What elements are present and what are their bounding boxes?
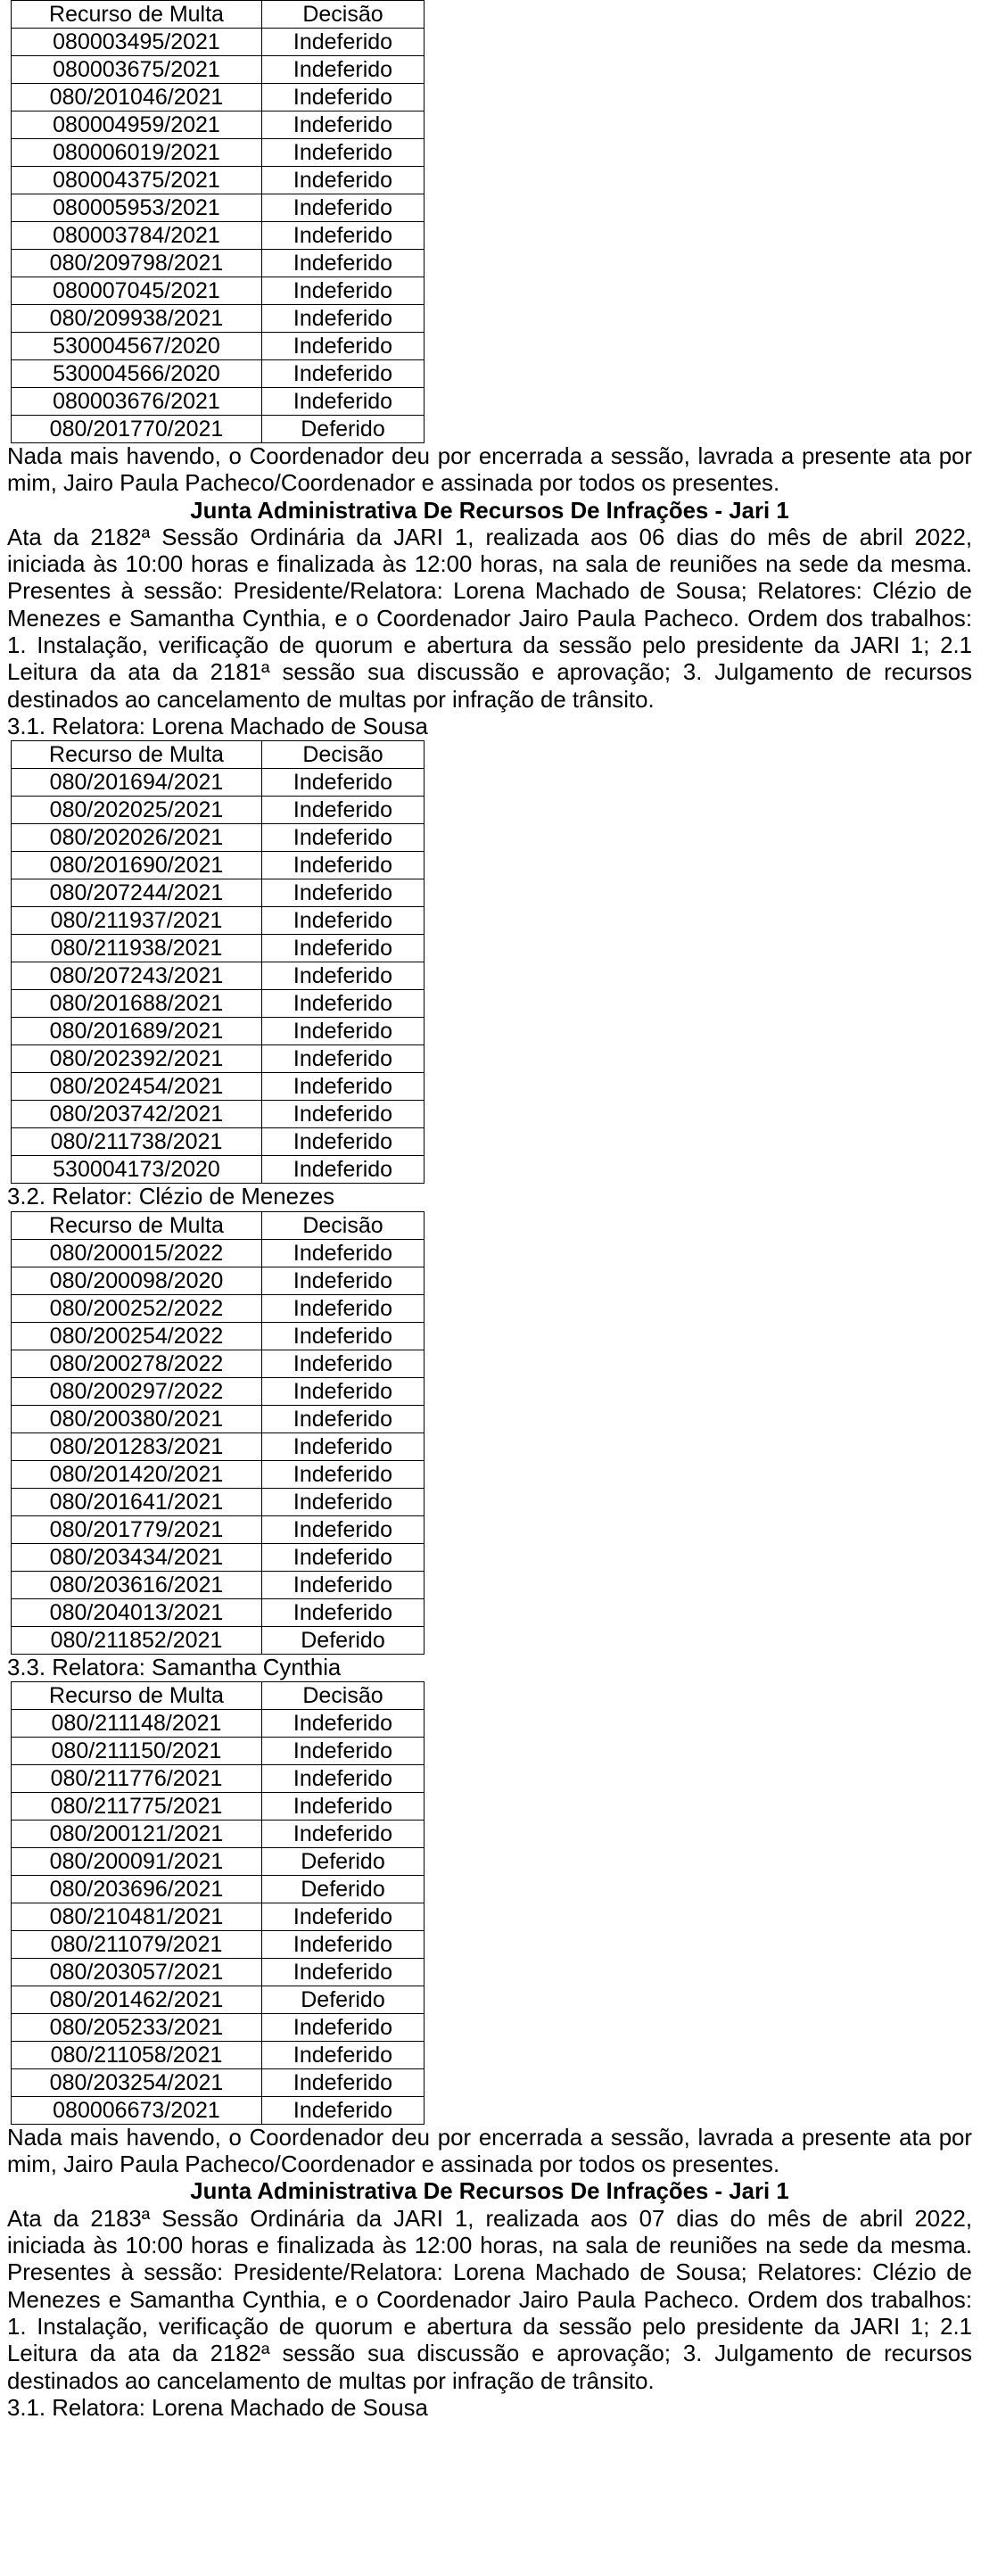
decisao-cell: Indeferido (262, 852, 425, 879)
table-row (12, 194, 425, 222)
decisao-cell: Indeferido (262, 1350, 425, 1377)
recurso-cell: 080/203254/2021 (12, 2068, 262, 2096)
decisao-cell: Indeferido (262, 962, 425, 990)
recurso-cell: 080/200091/2021 (12, 1847, 262, 1875)
recurso-cell: 080/205233/2021 (12, 2013, 262, 2041)
recurso-cell: 080/200121/2021 (12, 1820, 262, 1847)
decisao-cell: Indeferido (262, 2068, 425, 2096)
table-row (12, 1267, 425, 1294)
table-row (12, 1128, 425, 1156)
recurso-cell: Recurso de Multa (12, 1681, 262, 1709)
table-row (12, 222, 425, 250)
table-row (12, 769, 425, 797)
recurso-cell: 080/207243/2021 (12, 962, 262, 990)
decisao-cell: Indeferido (262, 360, 425, 388)
decisao-cell: Indeferido (262, 194, 425, 222)
decision-table-2 (11, 740, 425, 1184)
recurso-cell: Recurso de Multa (12, 741, 262, 769)
decisao-cell: Indeferido (262, 167, 425, 194)
table-row (12, 1239, 425, 1267)
decisao-cell: Indeferido (262, 250, 425, 277)
recurso-cell: 530004567/2020 (12, 333, 262, 360)
table-row (12, 388, 425, 416)
table-row (12, 990, 425, 1018)
recurso-cell: Recurso de Multa (12, 1, 262, 29)
table-row (12, 1903, 425, 1930)
table-row (12, 1986, 425, 2013)
recurso-cell: 080003676/2021 (12, 388, 262, 416)
recurso-cell: 080/200297/2022 (12, 1377, 262, 1405)
table-row (12, 1792, 425, 1820)
decisao-cell: Indeferido (262, 907, 425, 935)
table-row (12, 2041, 425, 2068)
closing-paragraph-1: Nada mais havendo, o Coordenador deu por encerrada a sessão, lavrada a presente ata por mim, Jairo Paula Pacheco/Coordenador e assinada por todos os presentes. (7, 444, 972, 497)
recurso-cell: 080006019/2021 (12, 139, 262, 167)
table-row (12, 1488, 425, 1515)
session-paragraph-1: Ata da 2182ª Sessão Ordinária da JARI 1, realizada aos 06 dias do mês de abril 2022, iniciada às 10:00 horas e finalizada às 12:00 horas, na sala de reuniões na sede da mesma. Presentes à sessão: Presidente/Relatora: Lorena Machado de Sousa; Relatores: Clézio de Menezes e Samantha Cynthia, e o Coordenador Jairo Paula Pacheco. Ordem dos trabalhos: 1. Instalação, verificação de quorum e abertura da sessão pelo presidente da JARI 1; 2.1 Leitura da ata da 2181ª sessão sua discussão e aprovação; 3. Julgamento de recursos destinados ao cancelamento de multas por infração de trânsito. (7, 524, 972, 713)
recurso-cell: 080/201641/2021 (12, 1488, 262, 1515)
table-row (12, 1322, 425, 1350)
decisao-cell: Indeferido (262, 1432, 425, 1460)
decisao-cell: Indeferido (262, 84, 425, 111)
recurso-cell: 080/202025/2021 (12, 797, 262, 824)
decisao-cell: Indeferido (262, 56, 425, 84)
decisao-cell: Indeferido (262, 1571, 425, 1598)
recurso-cell: 080/211148/2021 (12, 1709, 262, 1737)
recurso-cell: 080/202392/2021 (12, 1045, 262, 1073)
recurso-cell: 080/211937/2021 (12, 907, 262, 935)
table-row (12, 1737, 425, 1764)
decisao-cell: Indeferido (262, 1764, 425, 1792)
recurso-cell: Recurso de Multa (12, 1211, 262, 1239)
decisao-cell: Indeferido (262, 1515, 425, 1543)
recurso-cell: 080/200252/2022 (12, 1294, 262, 1322)
section-heading-1: Junta Administrativa De Recursos De Infrações - Jari 1 (190, 498, 789, 524)
decisao-cell: Indeferido (262, 2096, 425, 2124)
recurso-cell: 080/203434/2021 (12, 1543, 262, 1571)
recurso-cell: 080003495/2021 (12, 29, 262, 56)
recurso-cell: 080/200015/2022 (12, 1239, 262, 1267)
recurso-cell: 080/200278/2022 (12, 1350, 262, 1377)
decisao-cell: Indeferido (262, 333, 425, 360)
decisao-cell: Indeferido (262, 935, 425, 962)
table-header-row (12, 1211, 425, 1239)
decisao-cell: Indeferido (262, 1294, 425, 1322)
recurso-cell: 080003784/2021 (12, 222, 262, 250)
table-row (12, 2068, 425, 2096)
table-row (12, 1377, 425, 1405)
decisao-cell: Decisão (262, 741, 425, 769)
recurso-cell: 080003675/2021 (12, 56, 262, 84)
table-row (12, 1571, 425, 1598)
table-row (12, 1820, 425, 1847)
decisao-cell: Indeferido (262, 1045, 425, 1073)
decision-table-3 (11, 1211, 425, 1655)
table-row (12, 305, 425, 333)
subheading-relator-clezio: 3.2. Relator: Clézio de Menezes (7, 1185, 335, 1210)
session-paragraph-2: Ata da 2183ª Sessão Ordinária da JARI 1, realizada aos 07 dias do mês de abril 2022, iniciada às 10:00 horas e finalizada às 12:00 horas, na sala de reuniões na sede da mesma. Presentes à sessão: Presidente/Relatora: Lorena Machado de Sousa; Relatores: Clézio de Menezes e Samantha Cynthia, e o Coordenador Jairo Paula Pacheco. Ordem dos trabalhos: 1. Instalação, verificação de quorum e abertura da sessão pelo presidente da JARI 1; 2.1 Leitura da ata da 2182ª sessão sua discussão e aprovação; 3. Julgamento de recursos destinados ao cancelamento de multas por infração de trânsito. (7, 2206, 972, 2394)
table-row (12, 879, 425, 907)
decisao-cell: Indeferido (262, 1792, 425, 1820)
decisao-cell: Indeferido (262, 797, 425, 824)
recurso-cell: 080/209938/2021 (12, 305, 262, 333)
table-row (12, 852, 425, 879)
table-row (12, 1847, 425, 1875)
recurso-cell: 080/211852/2021 (12, 1626, 262, 1654)
recurso-cell: 080/202454/2021 (12, 1073, 262, 1101)
recurso-cell: 080/204013/2021 (12, 1598, 262, 1626)
recurso-cell: 080/201462/2021 (12, 1986, 262, 2013)
subheading-relatora-samantha: 3.3. Relatora: Samantha Cynthia (7, 1655, 342, 1680)
decisao-cell: Decisão (262, 1681, 425, 1709)
decisao-cell: Indeferido (262, 29, 425, 56)
decisao-cell: Indeferido (262, 1267, 425, 1294)
recurso-cell: 080/201779/2021 (12, 1515, 262, 1543)
table-row (12, 84, 425, 111)
table-row (12, 2096, 425, 2124)
decisao-cell: Indeferido (262, 1598, 425, 1626)
decisao-cell: Indeferido (262, 1820, 425, 1847)
decisao-cell: Indeferido (262, 1543, 425, 1571)
recurso-cell: 080/201420/2021 (12, 1460, 262, 1488)
table-header-row (12, 741, 425, 769)
decisao-cell: Deferido (262, 1875, 425, 1903)
recurso-cell: 530004566/2020 (12, 360, 262, 388)
decisao-cell: Indeferido (262, 305, 425, 333)
table-row (12, 962, 425, 990)
decisao-cell: Indeferido (262, 2041, 425, 2068)
recurso-cell: 080007045/2021 (12, 277, 262, 305)
table-row (12, 1958, 425, 1986)
recurso-cell: 080/200098/2020 (12, 1267, 262, 1294)
decisao-cell: Indeferido (262, 1930, 425, 1958)
decisao-cell: Indeferido (262, 388, 425, 416)
recurso-cell: 080004375/2021 (12, 167, 262, 194)
decisao-cell: Indeferido (262, 824, 425, 852)
table-row (12, 1045, 425, 1073)
recurso-cell: 080/211776/2021 (12, 1764, 262, 1792)
recurso-cell: 080/203696/2021 (12, 1875, 262, 1903)
decisao-cell: Indeferido (262, 1903, 425, 1930)
table-row (12, 250, 425, 277)
recurso-cell: 080/203742/2021 (12, 1101, 262, 1128)
recurso-cell: 080/211938/2021 (12, 935, 262, 962)
table-row (12, 1405, 425, 1432)
recurso-cell: 080/201689/2021 (12, 1018, 262, 1045)
decisao-cell: Indeferido (262, 1958, 425, 1986)
table-row (12, 1101, 425, 1128)
table-row (12, 1709, 425, 1737)
table-row (12, 2013, 425, 2041)
decisao-cell: Indeferido (262, 769, 425, 797)
decision-table-4 (11, 1681, 425, 2125)
recurso-cell: 080/201690/2021 (12, 852, 262, 879)
decisao-cell: Indeferido (262, 277, 425, 305)
table-row (12, 1598, 425, 1626)
subheading-relatora-lorena: 3.1. Relatora: Lorena Machado de Sousa (7, 714, 428, 739)
table-row (12, 824, 425, 852)
table-row (12, 1018, 425, 1045)
decisao-cell: Deferido (262, 416, 425, 443)
recurso-cell: 080004959/2021 (12, 111, 262, 139)
decisao-cell: Indeferido (262, 1377, 425, 1405)
decisao-cell: Indeferido (262, 1322, 425, 1350)
recurso-cell: 080/201688/2021 (12, 990, 262, 1018)
recurso-cell: 080/207244/2021 (12, 879, 262, 907)
recurso-cell: 080/211058/2021 (12, 2041, 262, 2068)
decisao-cell: Indeferido (262, 1737, 425, 1764)
decisao-cell: Indeferido (262, 1073, 425, 1101)
recurso-cell: 080/201770/2021 (12, 416, 262, 443)
decisao-cell: Indeferido (262, 879, 425, 907)
recurso-cell: 080006673/2021 (12, 2096, 262, 2124)
recurso-cell: 080/211738/2021 (12, 1128, 262, 1156)
table-row (12, 1156, 425, 1184)
recurso-cell: 080/211079/2021 (12, 1930, 262, 1958)
recurso-cell: 080/201283/2021 (12, 1432, 262, 1460)
recurso-cell: 530004173/2020 (12, 1156, 262, 1184)
table-row (12, 797, 425, 824)
decisao-cell: Indeferido (262, 1460, 425, 1488)
decisao-cell: Indeferido (262, 1239, 425, 1267)
table-row (12, 333, 425, 360)
table-row (12, 1460, 425, 1488)
table-row (12, 360, 425, 388)
decisao-cell: Decisão (262, 1211, 425, 1239)
recurso-cell: 080/203616/2021 (12, 1571, 262, 1598)
recurso-cell: 080/200254/2022 (12, 1322, 262, 1350)
decisao-cell: Indeferido (262, 990, 425, 1018)
decisao-cell: Indeferido (262, 1101, 425, 1128)
decisao-cell: Deferido (262, 1847, 425, 1875)
decisao-cell: Indeferido (262, 1018, 425, 1045)
table-row (12, 1515, 425, 1543)
table-row (12, 1073, 425, 1101)
decisao-cell: Indeferido (262, 2013, 425, 2041)
table-row (12, 139, 425, 167)
decisao-cell: Deferido (262, 1986, 425, 2013)
closing-paragraph-2: Nada mais havendo, o Coordenador deu por encerrada a sessão, lavrada a presente ata por mim, Jairo Paula Pacheco/Coordenador e assinada por todos os presentes. (7, 2125, 972, 2178)
decision-table-1 (11, 0, 425, 443)
recurso-cell: 080/209798/2021 (12, 250, 262, 277)
table-row (12, 1875, 425, 1903)
recurso-cell: 080/211775/2021 (12, 1792, 262, 1820)
table-row (12, 1350, 425, 1377)
recurso-cell: 080005953/2021 (12, 194, 262, 222)
table-row (12, 1543, 425, 1571)
table-row (12, 907, 425, 935)
table-row (12, 1432, 425, 1460)
subheading-relatora-lorena-2: 3.1. Relatora: Lorena Machado de Sousa (7, 2395, 428, 2421)
table-row (12, 1294, 425, 1322)
recurso-cell: 080/203057/2021 (12, 1958, 262, 1986)
section-heading-2: Junta Administrativa De Recursos De Infrações - Jari 1 (190, 2179, 789, 2205)
decisao-cell: Deferido (262, 1626, 425, 1654)
table-row (12, 167, 425, 194)
table-header-row (12, 1, 425, 29)
decisao-cell: Indeferido (262, 139, 425, 167)
table-row (12, 1930, 425, 1958)
decisao-cell: Decisão (262, 1, 425, 29)
decisao-cell: Indeferido (262, 222, 425, 250)
recurso-cell: 080/201046/2021 (12, 84, 262, 111)
table-row (12, 277, 425, 305)
table-row (12, 1626, 425, 1654)
table-header-row (12, 1681, 425, 1709)
table-row (12, 29, 425, 56)
decisao-cell: Indeferido (262, 111, 425, 139)
table-row (12, 56, 425, 84)
decisao-cell: Indeferido (262, 1488, 425, 1515)
table-row (12, 416, 425, 443)
recurso-cell: 080/210481/2021 (12, 1903, 262, 1930)
recurso-cell: 080/211150/2021 (12, 1737, 262, 1764)
recurso-cell: 080/202026/2021 (12, 824, 262, 852)
recurso-cell: 080/201694/2021 (12, 769, 262, 797)
table-row (12, 935, 425, 962)
decisao-cell: Indeferido (262, 1405, 425, 1432)
decisao-cell: Indeferido (262, 1156, 425, 1184)
recurso-cell: 080/200380/2021 (12, 1405, 262, 1432)
decisao-cell: Indeferido (262, 1709, 425, 1737)
table-row (12, 111, 425, 139)
table-row (12, 1764, 425, 1792)
decisao-cell: Indeferido (262, 1128, 425, 1156)
